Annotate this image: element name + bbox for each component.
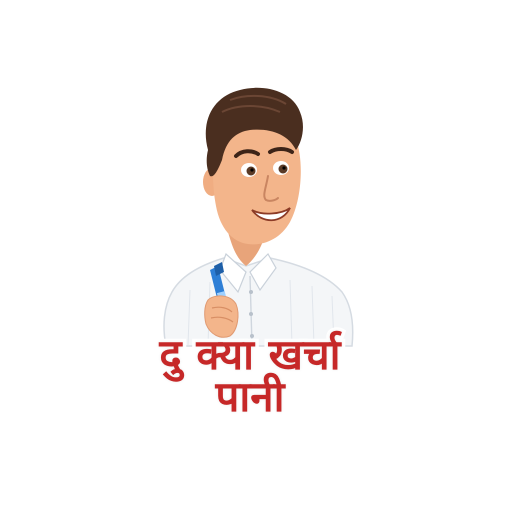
caption-line-1: दु क्या खर्चा — [159, 330, 341, 379]
caption-line-2: पानी — [215, 372, 285, 421]
